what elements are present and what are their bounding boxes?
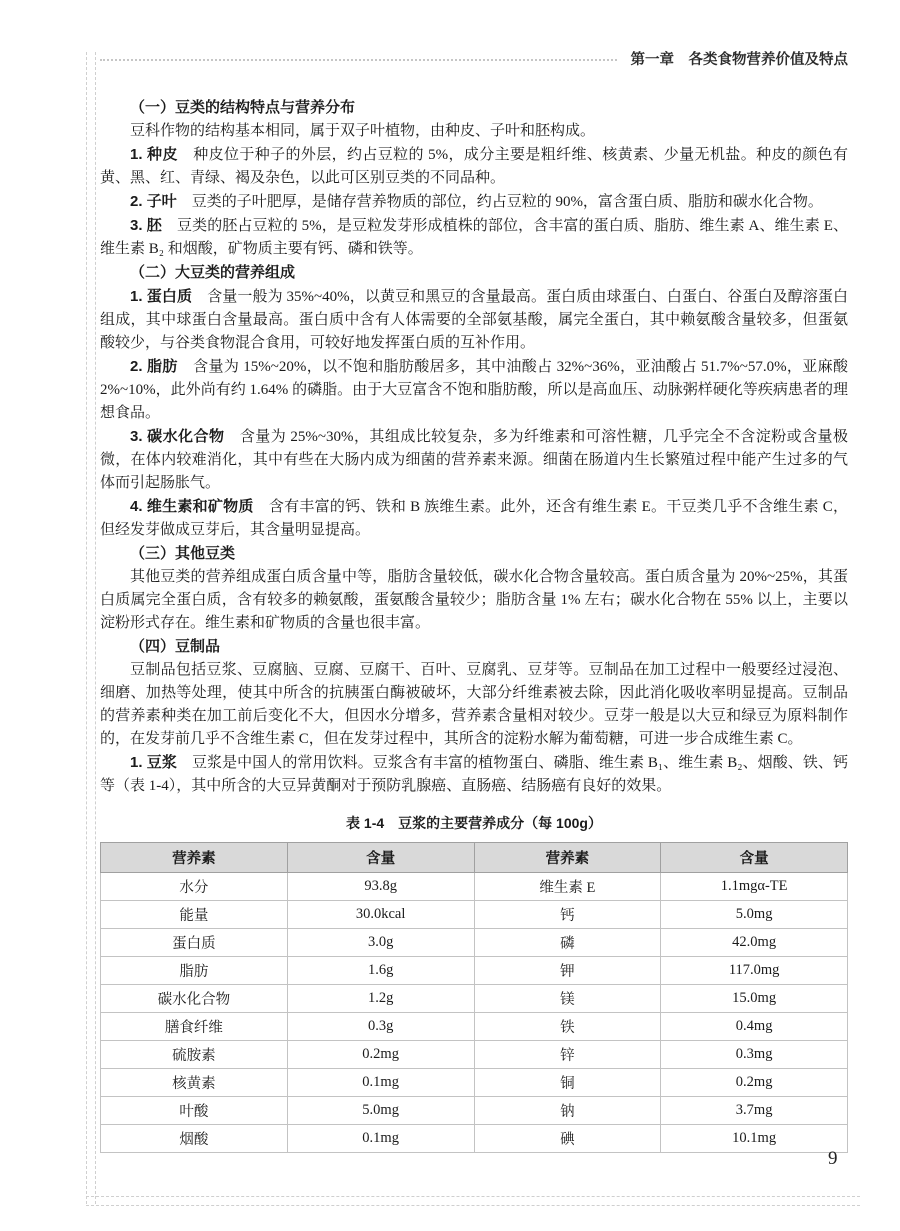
paragraph-lead: 2. 脂肪 — [130, 358, 178, 375]
paragraph-lead: 1. 种皮 — [130, 146, 178, 163]
table-cell: 水分 — [101, 873, 288, 901]
table-cell: 0.4mg — [661, 1013, 848, 1041]
table-row — [101, 1013, 848, 1041]
table-cell: 0.3g — [287, 1013, 474, 1041]
body-paragraph: 1. 豆浆 豆浆是中国人的常用饮料。豆浆含有丰富的植物蛋白、磷脂、维生素 B₁、维生素 B₂、烟酸、铁、钙等（表 1-4），其中所含的大豆异黄酮对于预防乳腺癌、直肠癌、结肠癌有良好的效果。 — [100, 754, 848, 794]
body-paragraph: 2. 脂肪 含量为 15%~20%，以不饱和脂肪酸居多，其中油酸占 32%~36%，亚油酸占 51.7%~57.0%，亚麻酸 2%~10%，此外尚有约 1.64% 的磷脂。由于大豆富含不饱和脂肪酸，所以是高血压、动脉粥样硬化等疾病患者的理想食品。 — [100, 358, 848, 421]
table-cell: 铁 — [474, 1013, 661, 1041]
table-cell: 1.1mgα-TE — [661, 873, 848, 901]
body-paragraph: 1. 蛋白质 含量一般为 35%~40%，以黄豆和黑豆的含量最高。蛋白质由球蛋白、白蛋白、谷蛋白及醇溶蛋白组成，其中球蛋白含量最高。蛋白质中含有人体需要的全部氨基酸，属完全蛋白，其中赖氨酸含量较多，但蛋氨酸较少，与谷类食物混合食用，可较好地发挥蛋白质的互补作用。 — [100, 288, 848, 351]
body-paragraph: 其他豆类的营养组成蛋白质含量中等，脂肪含量较低，碳水化合物含量较高。蛋白质含量为 20%~25%，其蛋白质属完全蛋白质，含有较多的赖氨酸，蛋氨酸含量较少；脂肪含量 1% 左右；碳水化合物在 55% 以上，主要以淀粉形式存在。维生素和矿物质的含量也很丰富。 — [100, 569, 848, 631]
body-paragraph: 豆制品包括豆浆、豆腐脑、豆腐、豆腐干、百叶、豆腐乳、豆芽等。豆制品在加工过程中一般要经过浸泡、细磨、加热等处理，使其中所含的抗胰蛋白酶被破坏，大部分纤维素被去除，因此消化吸收率明显提高。豆制品的营养素种类在加工前后变化不大，但因水分增多，营养素含量相对较少。豆芽一般是以大豆和绿豆为原料制作的，在发芽前几乎不含维生素 C，但在发芽过程中，其所含的淀粉水解为葡萄糖，可进一步合成维生素 C。 — [100, 662, 848, 747]
table-row — [101, 1125, 848, 1153]
body-paragraph: 3. 胚 豆类的胚占豆粒的 5%，是豆粒发芽形成植株的部位，含丰富的蛋白质、脂肪、维生素 A、维生素 E、维生素 B₂ 和烟酸，矿物质主要有钙、磷和铁等。 — [100, 217, 848, 257]
table-cell: 烟酸 — [101, 1125, 288, 1153]
table-cell: 0.2mg — [287, 1041, 474, 1069]
table-cell: 15.0mg — [661, 985, 848, 1013]
table-cell: 93.8g — [287, 873, 474, 901]
table-cell: 锌 — [474, 1041, 661, 1069]
paragraph-lead: （四）豆制品 — [130, 638, 221, 655]
table-cell: 维生素 E — [474, 873, 661, 901]
paragraph-lead: 4. 维生素和矿物质 — [130, 498, 254, 515]
section-heading — [100, 261, 848, 285]
table-row — [101, 929, 848, 957]
table-row — [101, 985, 848, 1013]
table-caption: 表 1-4 豆浆的主要营养成分（每 100g） — [346, 815, 602, 831]
paragraph-lead: （一）豆类的结构特点与营养分布 — [130, 99, 356, 116]
table-cell: 0.3mg — [661, 1041, 848, 1069]
table-cell: 磷 — [474, 929, 661, 957]
table-cell: 脂肪 — [101, 957, 288, 985]
table-cell: 0.1mg — [287, 1125, 474, 1153]
table-cell: 5.0mg — [287, 1097, 474, 1125]
paragraph-lead: 1. 蛋白质 — [130, 288, 193, 305]
page-number: 9 — [828, 1148, 838, 1169]
table-cell: 30.0kcal — [287, 901, 474, 929]
paragraph-lead: （三）其他豆类 — [130, 545, 236, 562]
table-header-cell: 含量 — [661, 843, 848, 873]
table-header-row — [101, 843, 848, 873]
table-cell: 1.6g — [287, 957, 474, 985]
body-paragraph: 2. 子叶 豆类的子叶肥厚，是储存营养物质的部位，约占豆粒的 90%，富含蛋白质、脂肪和碳水化合物。 — [130, 193, 823, 210]
nutrition-table-body — [101, 873, 848, 1153]
paragraph-lead: 3. 胚 — [130, 217, 162, 234]
section-heading — [100, 96, 848, 120]
section-heading — [100, 542, 848, 566]
nutrition-table-head — [101, 843, 848, 873]
table-header-cell: 营养素 — [474, 843, 661, 873]
table-row — [101, 957, 848, 985]
table-cell: 蛋白质 — [101, 929, 288, 957]
table-cell: 3.7mg — [661, 1097, 848, 1125]
table-cell: 5.0mg — [661, 901, 848, 929]
table-cell: 钠 — [474, 1097, 661, 1125]
table-row — [101, 1041, 848, 1069]
table-cell: 3.0g — [287, 929, 474, 957]
table-cell: 钙 — [474, 901, 661, 929]
table-cell: 10.1mg — [661, 1125, 848, 1153]
body-text — [100, 96, 848, 798]
chapter-title: 第一章 各类食物营养价值及特点 — [630, 51, 848, 68]
table-cell: 叶酸 — [101, 1097, 288, 1125]
table-cell: 硫胺素 — [101, 1041, 288, 1069]
nutrition-table — [100, 842, 848, 1153]
body-paragraph: 4. 维生素和矿物质 含有丰富的钙、铁和 B 族维生素。此外，还含有维生素 E。干豆类几乎不含维生素 C，但经发芽做成豆芽后，其含量明显提高。 — [100, 498, 848, 538]
table-header-cell: 营养素 — [101, 843, 288, 873]
table-cell: 117.0mg — [661, 957, 848, 985]
table-cell: 0.2mg — [661, 1069, 848, 1097]
table-cell: 钾 — [474, 957, 661, 985]
body-paragraph: 豆科作物的结构基本相同，属于双子叶植物，由种皮、子叶和胚构成。 — [130, 123, 596, 139]
table-cell: 碘 — [474, 1125, 661, 1153]
table-cell: 0.1mg — [287, 1069, 474, 1097]
running-header — [100, 46, 848, 70]
table-row — [101, 1097, 848, 1125]
table-cell: 能量 — [101, 901, 288, 929]
paragraph-lead: （二）大豆类的营养组成 — [130, 264, 296, 281]
paragraph-lead: 1. 豆浆 — [130, 754, 177, 771]
table-cell: 碳水化合物 — [101, 985, 288, 1013]
body-paragraph: 1. 种皮 种皮位于种子的外层，约占豆粒的 5%，成分主要是粗纤维、核黄素、少量无机盐。种皮的颜色有黄、黑、红、青绿、褐及杂色，以此可区别豆类的不同品种。 — [100, 146, 848, 186]
table-row — [101, 1069, 848, 1097]
header-leader-line — [100, 59, 617, 61]
table-cell: 核黄素 — [101, 1069, 288, 1097]
table-cell: 1.2g — [287, 985, 474, 1013]
bottom-border-decoration — [86, 1196, 860, 1206]
table-cell: 镁 — [474, 985, 661, 1013]
table-header-cell: 含量 — [287, 843, 474, 873]
body-paragraph: 3. 碳水化合物 含量为 25%~30%，其组成比较复杂，多为纤维素和可溶性糖，几乎完全不含淀粉或含量极微，在体内较难消化，其中有些在大肠内成为细菌的营养素来源。细菌在肠道内生长繁殖过程中能产生过多的气体而引起肠胀气。 — [100, 428, 849, 491]
page-content — [100, 46, 848, 1153]
table-row — [101, 873, 848, 901]
table-row — [101, 901, 848, 929]
left-border-decoration — [86, 52, 96, 1204]
table-cell: 膳食纤维 — [101, 1013, 288, 1041]
paragraph-lead: 3. 碳水化合物 — [130, 428, 225, 445]
table-cell: 铜 — [474, 1069, 661, 1097]
table-cell: 42.0mg — [661, 929, 848, 957]
paragraph-lead: 2. 子叶 — [130, 193, 177, 210]
section-heading — [100, 635, 848, 659]
